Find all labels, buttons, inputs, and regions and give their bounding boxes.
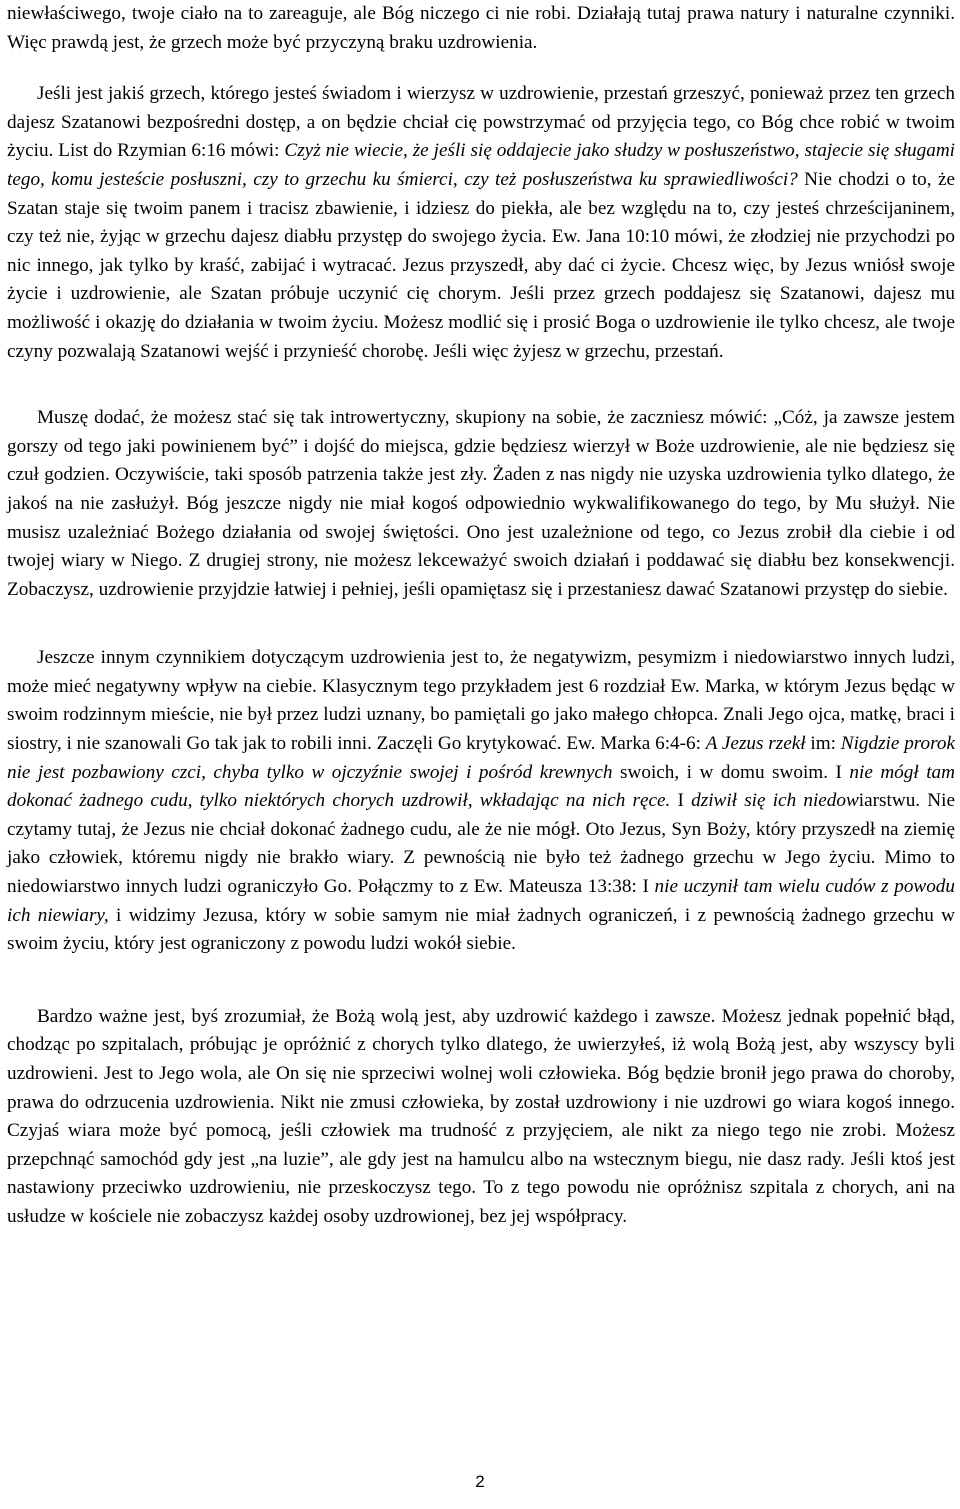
text-run: Nie chodzi o to, że Szatan staje się twoim panem i tracisz zbawienie, i idziesz do piekła, ale bez względu na to, czy jesteś chrześcijaninem, czy też nie, żyjąc w grzechu dajesz diabłu przystęp do swojego życia. Ew. Jana 10:10 mówi, że złodziej nie przychodzi po nic innego, jak tylko by kraść, zabijać i wytracać. Jezus przyszedł, aby dać ci życie. Chcesz więc, by Jezus wniósł swoje życie i uzdrowienie, ale Szatan próbuje uczynić cię chorym. Jeśli przez grzech poddajesz się Szatanowi, dajesz mu możliwość i okazję do działania w twoim życiu. Możesz modlić się i prosić Boga o uzdrowienie ile tylko chcesz, ale twoje czyny pozwalają Szatanowi wejść i przynieść chorobę. Jeśli więc żyjesz w grzechu, przestań.	[7, 168, 955, 362]
italic-quote-run: nie uczynił tam wielu cudów z powodu ich niewiary,	[7, 876, 955, 926]
paragraph-1	[7, 0, 955, 57]
paragraph-5	[7, 1003, 955, 1232]
italic-quote-run: nie mógł tam dokonać żadnego cudu, tylko niektórych chorych uzdrowił, wkładając na nich ręce.	[7, 761, 955, 812]
paragraph-4	[7, 644, 955, 959]
text-run: Jeszcze innym czynnikiem dotyczącym uzdrowienia jest to, że negatywizm, pesymizm i niedowiarstwo innych ludzi, może mieć negatywny wpływ na ciebie. Klasycznym tego przykładem jest 6 rozdział Ew. Marka, w którym Jezus będąc w swoim rodzinnym mieście, nie był przez ludzi uznany, bo pamiętali go jako małego chłopca. Znali Jego ojca, matkę, braci i siostry, i nie szanowali Go tak jak to robili inni. Zaczęli Go krytykować. Ew. Marka 6:4-6:	[7, 647, 955, 755]
italic-quote-run: Czyż nie wiecie, że jeśli się oddajecie jako słudzy w posłuszeństwo, stajecie się sługami tego, komu jesteście posłuszni, czy to grzechu ku śmierci, czy też posłuszeństwa ku sprawiedliwości?	[7, 140, 956, 190]
text-run: i widzimy Jezusa, który w sobie samym nie miał żadnych ograniczeń, i z pewnością żadnego grzechu w swoim życiu, który jest ograniczony z powodu ludzi wokół siebie.	[7, 904, 956, 955]
italic-quote-run: A Jezus rzekł	[705, 733, 806, 755]
text-run: Jeśli jest jakiś grzech, którego jesteś świadom i wierzysz w uzdrowienie, przestań grzeszyć, ponieważ przez ten grzech dajesz Szatanowi bezpośredni dostęp, a on będzie chciał cię powstrzymać od przyjęcia tego, co Bóg chce robić w twoim życiu. List do Rzymian 6:16 mówi:	[7, 83, 955, 162]
text-run: I	[670, 790, 692, 812]
text-run: im:	[805, 733, 841, 755]
page-number: 2	[475, 1472, 485, 1491]
paragraph-2	[7, 80, 955, 366]
text-run: Bardzo ważne jest, byś zrozumiał, że Bożą wolą jest, aby uzdrowić każdego i zawsze. Możesz jednak popełnić błąd, chodząc po szpitalach, próbując je opróżnić z chorych tylko dlatego, że uwierzyłeś, iż wolą Bożą jest, aby wszyscy byli uzdrowieni. Jest to Jego wola, ale On się nie sprzeciwi wolnej woli człowieka. Bóg będzie bronił jego prawa do choroby, prawa do odrzucenia uzdrowienia. Nikt nie zmusi człowieka, by został uzdrowiony i nie uzdrowi go wiara kogoś innego. Czyjaś wiara może być pomocą, jeśli człowiek ma trudność z przyjęciem, ale nikt za niego tego nie zrobi. Możesz przepchnąć samochód gdy jest „na luzie”, ale gdy jest na hamulcu albo na wstecznym biegu, nie dasz rady. Jeśli ktoś jest nastawiony przeciwko uzdrowieniu, nie przeskoczysz tego. To z tego powodu nie opróżnisz szpitala z chorych, ani na usłudze w kościele nie zobaczysz każdej osoby uzdrowionej, bez jej współpracy.	[7, 1005, 955, 1227]
paragraph-3	[7, 404, 955, 604]
text-run: Muszę dodać, że możesz stać się tak introwertyczny, skupiony na sobie, że zaczniesz mówić: „Cóż, ja zawsze jestem gorszy od tego jaki powinienem być” i dojść do miejsca, gdzie będziesz wierzył w Boże uzdrowienie, ale nie będziesz się czuł godzien. Oczywiście, taki sposób patrzenia także jest zły. Żaden z nas nigdy nie uzyska uzdrowienia tylko dlatego, że jakoś na nie zasłużył. Bóg jeszcze nigdy nie miał kogoś odpowiednio wykwalifikowanego do tego, by Mu służył. Nie musisz uzależniać Bożego działania od swojej świętości. Ono jest uzależnione od tego, co Jezus zrobił dla ciebie i od twojej wiary w Niego. Z drugiej strony, nie możesz lekceważyć swoich działań i poddawać się diabłu bez konsekwencji. Zobaczysz, uzdrowienie przyjdzie łatwiej i pełniej, jeśli opamiętasz się i przestaniesz dawać Szatanowi przystęp do siebie.	[7, 407, 955, 600]
italic-quote-run: dziwił się ich niedow	[691, 790, 859, 812]
document-page	[7, 0, 955, 1232]
italic-quote-run: Nigdzie prorok nie jest pozbawiony czci, chyba tylko w ojczyźnie swojej i pośród krewnych	[7, 733, 955, 783]
text-run: iarstwu. Nie czytamy tutaj, że Jezus nie chciał dokonać żadnego cudu, ale że nie mógł. Oto Jezus, Syn Boży, który przyszedł na ziemię jako człowiek, któremu nigdy nie brakło wiary. Z pewnością nie było też żadnego grzechu w Jego życiu. Mimo to niedowiarstwo innych ludzi ograniczyło Go. Połączmy to z Ew. Mateusza 13:38: I	[7, 790, 955, 898]
text-run: niewłaściwego, twoje ciało na to zareaguje, ale Bóg niczego ci nie robi. Działają tutaj prawa natury i naturalne czynniki. Więc prawdą jest, że grzech może być przyczyną braku uzdrowienia.	[7, 3, 955, 53]
text-run: swoich, i w domu swoim. I	[612, 761, 850, 783]
